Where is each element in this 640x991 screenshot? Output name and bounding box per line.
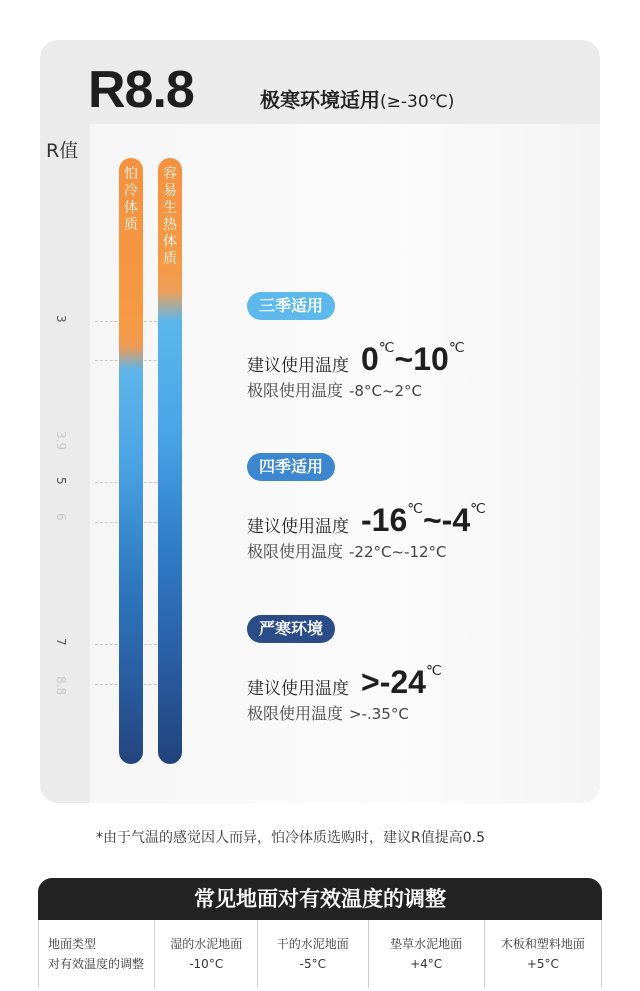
temp-to: ~10 bbox=[394, 341, 449, 377]
column-value: +5°C bbox=[526, 957, 559, 971]
unit: ℃ bbox=[407, 500, 423, 516]
tick-5: 5 bbox=[54, 477, 68, 485]
tick-7: 7 bbox=[54, 638, 68, 646]
bar-char: 热 bbox=[163, 217, 177, 233]
recommended-temp-row bbox=[247, 653, 442, 699]
temp-from: >-24 bbox=[361, 664, 426, 700]
column-value: +4°C bbox=[410, 957, 443, 971]
table-cell-wet-concrete bbox=[155, 920, 258, 988]
recommended-temp-value bbox=[361, 491, 486, 537]
cold-sensitive-bar bbox=[119, 158, 143, 764]
recommended-temp-label: 建议使用温度 bbox=[247, 679, 349, 699]
limit-temp-value: -22°C~-12°C bbox=[349, 543, 447, 561]
adjustment-label: 对有效温度的调整 bbox=[48, 957, 145, 971]
limit-temp-row bbox=[247, 701, 442, 724]
table-cell-straw-concrete bbox=[369, 920, 485, 988]
r-rating: R8.8 bbox=[88, 61, 194, 119]
ground-type-label: 地面类型 bbox=[48, 937, 97, 951]
recommended-temp-row bbox=[247, 491, 486, 537]
recommended-temp-label: 建议使用温度 bbox=[247, 356, 349, 376]
tick-8-8: 8.8 bbox=[54, 676, 68, 696]
column-value: -5°C bbox=[299, 957, 326, 971]
r-axis-label: R值 bbox=[46, 140, 79, 162]
footnote: *由于气温的感觉因人而异，怕冷体质选购时，建议R值提高0.5 bbox=[96, 830, 485, 846]
environment-title bbox=[260, 88, 454, 114]
column-name: 湿的水泥地面 bbox=[170, 937, 243, 951]
bar-char: 怕 bbox=[124, 166, 138, 182]
temp-from: -16 bbox=[361, 502, 408, 538]
ground-adjustment-table bbox=[38, 878, 602, 991]
bar-char: 质 bbox=[163, 251, 177, 267]
heat-prone-label bbox=[158, 166, 182, 268]
tick-6: 6 bbox=[54, 513, 68, 521]
four-season-badge: 四季适用 bbox=[247, 453, 335, 481]
column-name: 垫草水泥地面 bbox=[390, 937, 463, 951]
bar-char: 体 bbox=[124, 200, 138, 216]
limit-temp-row bbox=[247, 539, 486, 562]
severe-cold-badge: 严寒环境 bbox=[247, 615, 335, 643]
temp-from: 0 bbox=[361, 341, 379, 377]
bar-char: 容 bbox=[163, 166, 177, 182]
heat-prone-bar bbox=[158, 158, 182, 764]
table-row-header bbox=[39, 920, 155, 988]
recommended-temp-value bbox=[361, 653, 442, 699]
limit-temp-value: -8°C~2°C bbox=[349, 382, 423, 400]
recommended-temp-value bbox=[361, 330, 465, 376]
recommended-temp-row bbox=[247, 330, 465, 376]
limit-temp-label: 极限使用温度 bbox=[247, 542, 344, 561]
limit-temp-label: 极限使用温度 bbox=[247, 381, 344, 400]
unit: ℃ bbox=[470, 500, 486, 516]
bar-char: 易 bbox=[163, 183, 177, 199]
unit: ℃ bbox=[378, 339, 395, 355]
bar-char: 生 bbox=[163, 200, 177, 216]
limit-temp-label: 极限使用温度 bbox=[247, 704, 344, 723]
limit-temp-row bbox=[247, 378, 465, 401]
environment-range: (≥-30℃) bbox=[380, 92, 455, 112]
table-title: 常见地面对有效温度的调整 bbox=[38, 878, 602, 920]
r-value-card bbox=[40, 40, 600, 803]
cold-sensitive-label bbox=[119, 166, 143, 234]
tick-3: 3 bbox=[54, 315, 68, 323]
three-season-section bbox=[247, 292, 465, 401]
recommended-temp-label: 建议使用温度 bbox=[247, 517, 349, 537]
column-value: -10°C bbox=[189, 957, 224, 971]
four-season-section bbox=[247, 453, 486, 562]
table-cell-dry-concrete bbox=[258, 920, 368, 988]
three-season-badge: 三季适用 bbox=[247, 292, 335, 320]
severe-cold-section bbox=[247, 615, 442, 724]
limit-temp-value: >-.35°C bbox=[349, 705, 409, 723]
table-cell-wood-plastic bbox=[485, 920, 601, 988]
column-name: 木板和塑料地面 bbox=[500, 937, 585, 951]
bar-char: 质 bbox=[124, 217, 138, 233]
tick-3-9: 3.9 bbox=[54, 431, 68, 451]
bar-char: 冷 bbox=[124, 183, 138, 199]
environment-name: 极寒环境适用 bbox=[260, 88, 380, 112]
bar-char: 体 bbox=[163, 234, 177, 250]
unit: ℃ bbox=[448, 339, 465, 355]
column-name: 干的水泥地面 bbox=[276, 937, 349, 951]
table-row bbox=[38, 920, 602, 988]
temp-to: ~-4 bbox=[422, 502, 471, 538]
unit: ℃ bbox=[425, 662, 442, 678]
